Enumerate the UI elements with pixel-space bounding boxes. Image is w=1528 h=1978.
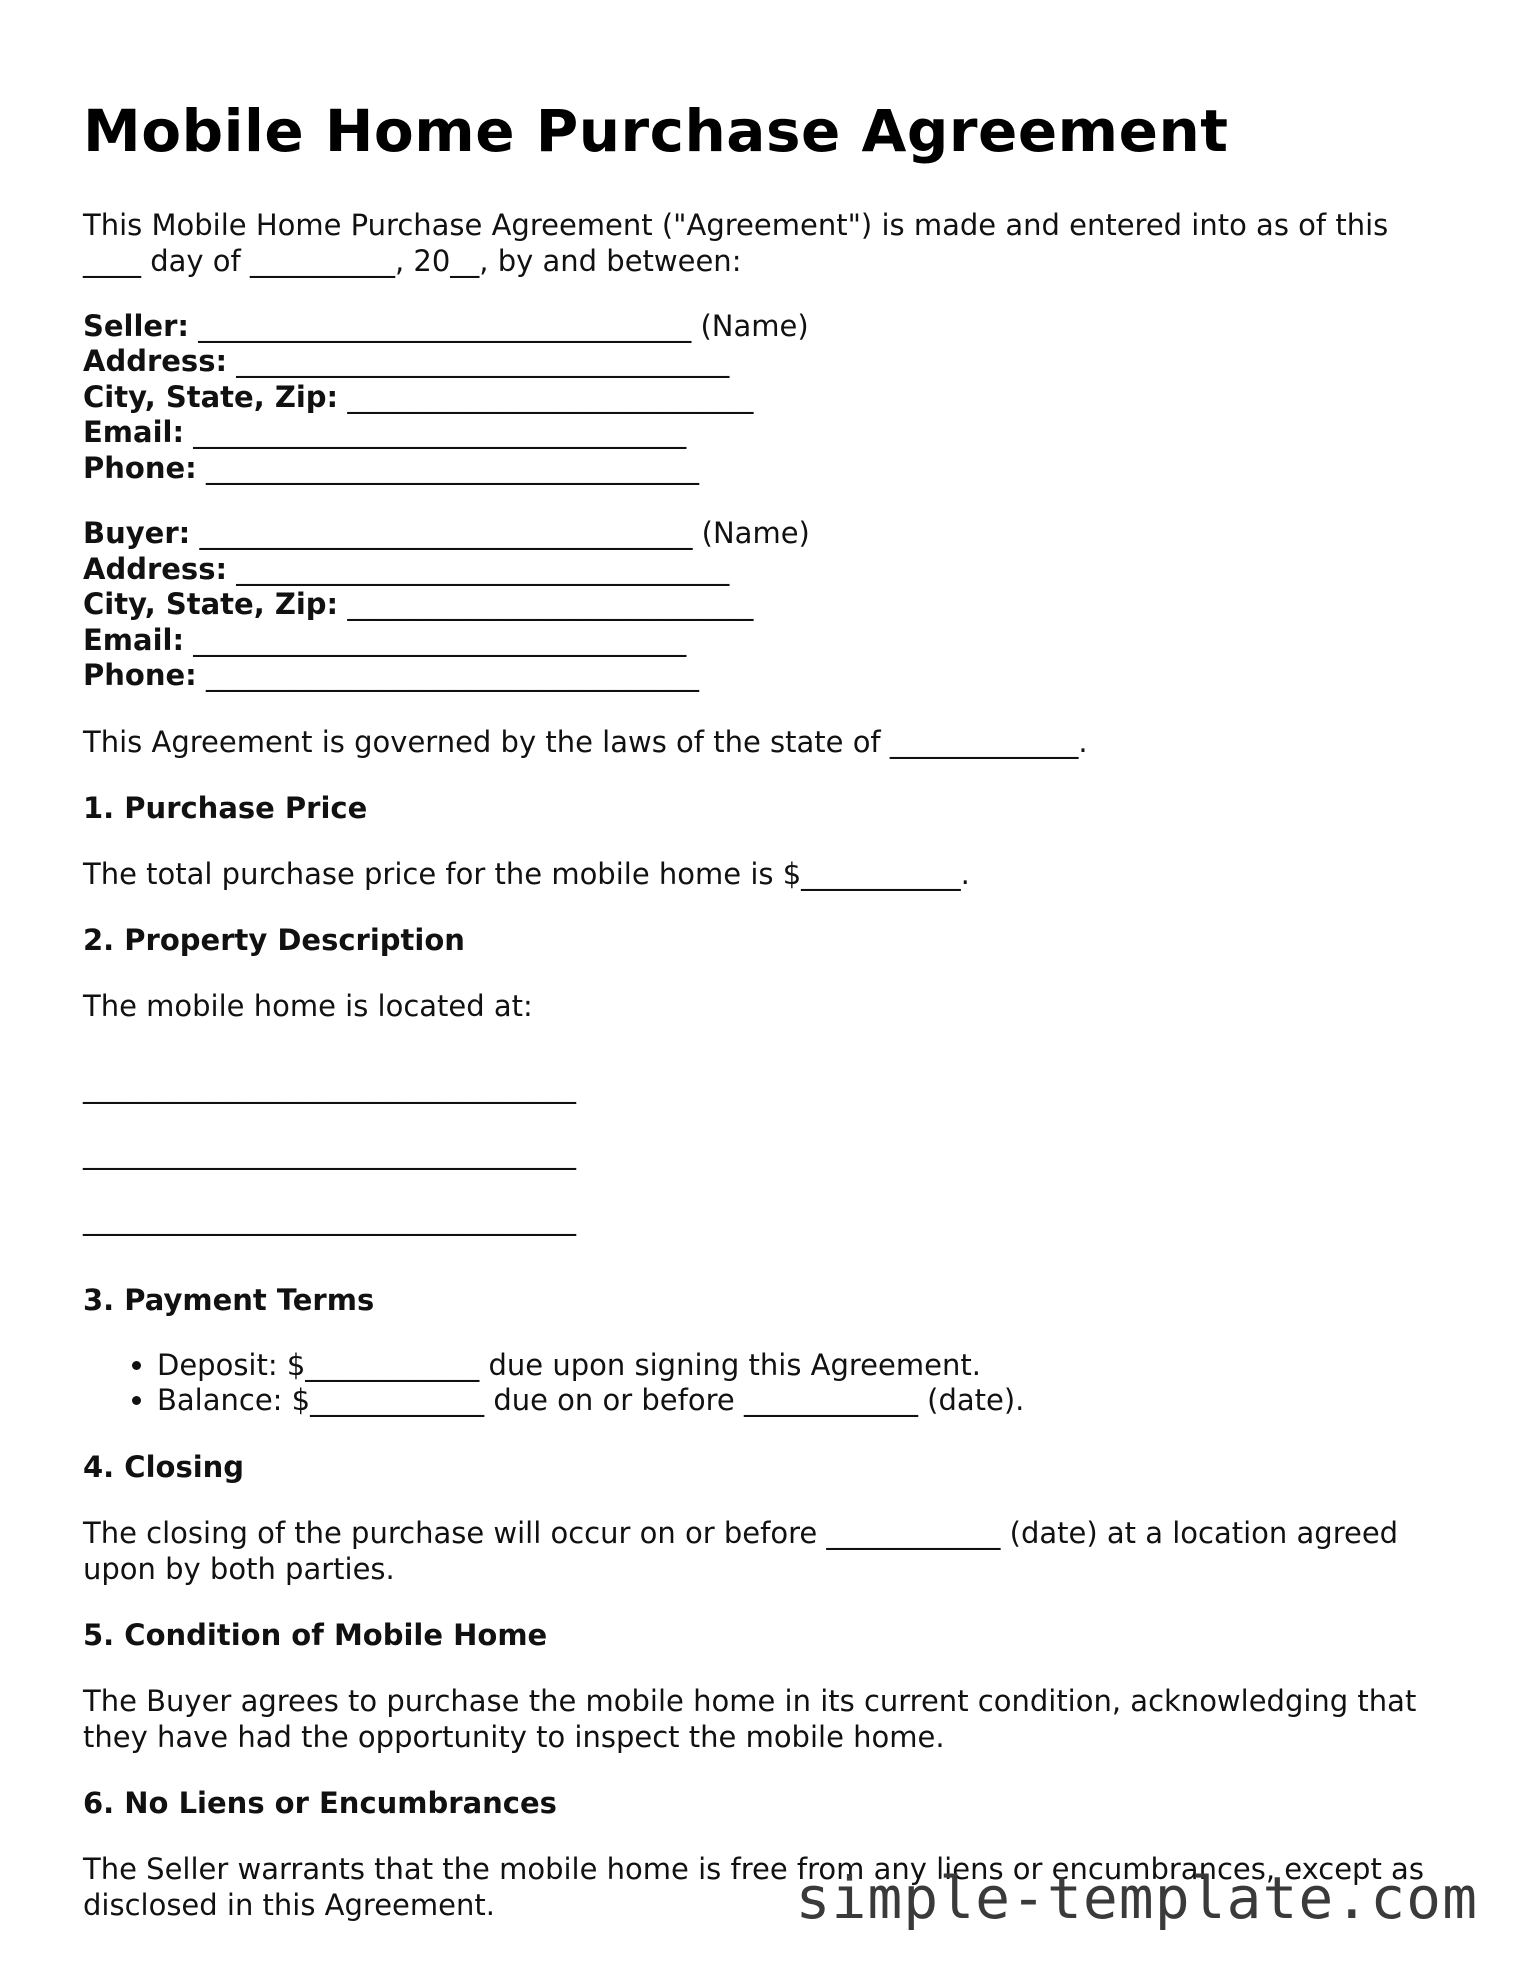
page-title: Mobile Home Purchase Agreement [83, 97, 1229, 165]
seller-email-row [83, 415, 1453, 451]
seller-phone-field: __________________________________ [196, 450, 699, 485]
buyer-name-row [83, 516, 1453, 552]
seller-name-row [83, 309, 1453, 345]
section-heading-property-description: 2. Property Description [83, 922, 465, 957]
seller-block [83, 309, 1453, 487]
address-blank-line: __________________________________ [83, 1201, 576, 1236]
buyer-city-row [83, 587, 1453, 623]
payment-terms-list [83, 1348, 1453, 1419]
seller-city-field: ____________________________ [338, 379, 754, 414]
buyer-email-label: Email: [83, 622, 185, 657]
buyer-email-field: __________________________________ [184, 622, 687, 657]
buyer-address-field: __________________________________ [227, 551, 730, 586]
seller-phone-label: Phone: [83, 450, 197, 485]
intro-paragraph: This Mobile Home Purchase Agreement ("Agreement") is made and entered into as of this ____ day of __________, 20__, by and between: [83, 207, 1389, 278]
seller-address-row [83, 344, 1453, 380]
seller-city-label: City, State, Zip: [83, 379, 339, 414]
seller-name-field: __________________________________ (Name) [189, 308, 809, 343]
buyer-block [83, 516, 1453, 694]
section-heading-purchase-price: 1. Purchase Price [83, 790, 368, 825]
section-heading-condition: 5. Condition of Mobile Home [83, 1617, 548, 1652]
buyer-name-label: Buyer: [83, 516, 191, 551]
seller-city-row [83, 380, 1453, 416]
seller-email-label: Email: [83, 415, 185, 450]
deposit-item: • Deposit: $____________ due upon signing this Agreement. [157, 1348, 1453, 1384]
closing-text: The closing of the purchase will occur on or before ____________ (date) at a location agreed upon by both parties. [83, 1515, 1399, 1586]
no-liens-text: The Seller warrants that the mobile home is free from any liens or encumbrances, except as disclosed in this Agreement. [83, 1851, 1424, 1922]
document-page [83, 98, 1453, 1923]
buyer-city-field: ____________________________ [338, 587, 754, 622]
section-heading-payment-terms: 3. Payment Terms [83, 1282, 375, 1317]
balance-item: • Balance: $____________ due on or before ____________ (date). [157, 1383, 1453, 1419]
section-heading-closing: 4. Closing [83, 1449, 245, 1484]
seller-name-label: Seller: [83, 308, 190, 343]
buyer-phone-field: __________________________________ [196, 658, 699, 693]
address-blank-lines [83, 1054, 1453, 1252]
seller-address-field: __________________________________ [227, 344, 730, 379]
watermark: simple-template.com [795, 1864, 1478, 1932]
buyer-email-row [83, 623, 1453, 659]
section-heading-no-liens: 6. No Liens or Encumbrances [83, 1785, 557, 1820]
governing-law-text: This Agreement is governed by the laws of the state of _____________. [83, 724, 1088, 759]
buyer-city-label: City, State, Zip: [83, 587, 339, 622]
buyer-phone-label: Phone: [83, 658, 197, 693]
property-description-text: The mobile home is located at: [83, 988, 533, 1023]
buyer-phone-row [83, 658, 1453, 694]
address-blank-line: __________________________________ [83, 1135, 576, 1170]
address-blank-line: __________________________________ [83, 1069, 576, 1104]
buyer-address-label: Address: [83, 551, 228, 586]
condition-text: The Buyer agrees to purchase the mobile home in its current condition, acknowledging that they have had the opportunity to inspect the mobile home. [83, 1683, 1417, 1754]
buyer-name-field: __________________________________ (Name) [190, 516, 810, 551]
purchase-price-text: The total purchase price for the mobile home is $___________. [83, 856, 970, 891]
buyer-address-row [83, 552, 1453, 588]
seller-phone-row [83, 451, 1453, 487]
seller-email-field: __________________________________ [184, 415, 687, 450]
seller-address-label: Address: [83, 344, 228, 379]
